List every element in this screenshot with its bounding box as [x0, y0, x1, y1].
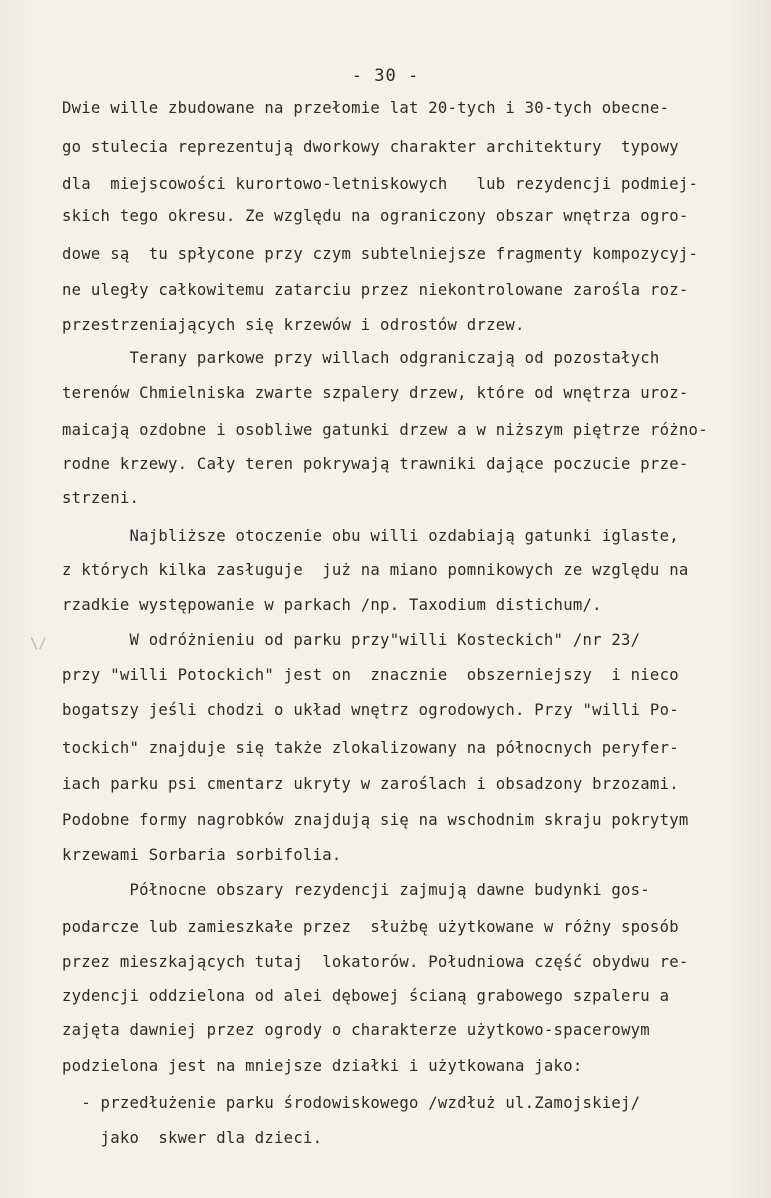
- text-line: skich tego okresu. Ze względu na ograniczony obszar wnętrza ogro-: [62, 207, 689, 225]
- text-line: W odróżnieniu od parku przy"willi Kosteckich" /nr 23/: [62, 631, 641, 649]
- text-line: tockich" znajduje się także zlokalizowany na północnych peryfer-: [62, 739, 679, 757]
- text-line: podarcze lub zamieszkałe przez służbę użytkowane w różny sposób: [62, 918, 679, 936]
- text-line: bogatszy jeśli chodzi o układ wnętrz ogrodowych. Przy "willi Po-: [62, 701, 679, 719]
- text-line: przy "willi Potockich" jest on znacznie obszerniejszy i nieco: [62, 666, 679, 684]
- text-line: strzeni.: [62, 489, 140, 507]
- text-line: rodne krzewy. Cały teren pokrywają trawniki dające poczucie prze-: [62, 455, 689, 473]
- text-line: zajęta dawniej przez ogrody o charakterze użytkowo-spacerowym: [62, 1021, 650, 1039]
- text-line: krzewami Sorbaria sorbifolia.: [62, 846, 342, 864]
- page-number: - 30 -: [351, 66, 420, 86]
- margin-mark: \/: [30, 636, 47, 652]
- text-line: maicają ozdobne i osobliwe gatunki drzew a w niższym piętrze różno-: [62, 421, 708, 439]
- text-line: go stulecia reprezentują dworkowy charakter architektury typowy: [62, 138, 679, 156]
- text-line: przez mieszkających tutaj lokatorów. Południowa część obydwu re-: [62, 953, 689, 971]
- text-line: Północne obszary rezydencji zajmują dawne budynki gos-: [62, 881, 650, 899]
- text-line: podzielona jest na mniejsze działki i użytkowana jako:: [62, 1057, 583, 1075]
- text-line: dowe są tu spłycone przy czym subtelniejsze fragmenty kompozycyj-: [62, 245, 699, 263]
- text-line: iach parku psi cmentarz ukryty w zaroślach i obsadzony brzozami.: [62, 775, 679, 793]
- text-line: z których kilka zasługuje już na miano pomnikowych ze względu na: [62, 561, 689, 579]
- text-line: Terany parkowe przy willach odgraniczają od pozostałych: [62, 349, 660, 367]
- text-line: zydencji oddzielona od alei dębowej ścianą grabowego szpaleru a: [62, 987, 670, 1005]
- list-item: jako skwer dla dzieci.: [62, 1129, 323, 1147]
- text-line: ne uległy całkowitemu zatarciu przez niekontrolowane zarośla roz-: [62, 281, 689, 299]
- text-line: terenów Chmielniska zwarte szpalery drzew, które od wnętrza uroz-: [62, 384, 689, 402]
- list-item: - przedłużenie parku środowiskowego /wzdłuż ul.Zamojskiej/: [62, 1094, 641, 1112]
- text-line: rzadkie występowanie w parkach /np. Taxodium distichum/.: [62, 596, 602, 614]
- text-line: dla miejscowości kurortowo-letniskowych lub rezydencji podmiej-: [62, 175, 699, 193]
- text-line: przestrzeniających się krzewów i odrostów drzew.: [62, 316, 525, 334]
- text-line: Dwie wille zbudowane na przełomie lat 20-tych i 30-tych obecne-: [62, 99, 670, 117]
- text-line: Podobne formy nagrobków znajdują się na wschodnim skraju pokrytym: [62, 811, 689, 829]
- text-line: Najbliższe otoczenie obu willi ozdabiają gatunki iglaste,: [62, 527, 679, 545]
